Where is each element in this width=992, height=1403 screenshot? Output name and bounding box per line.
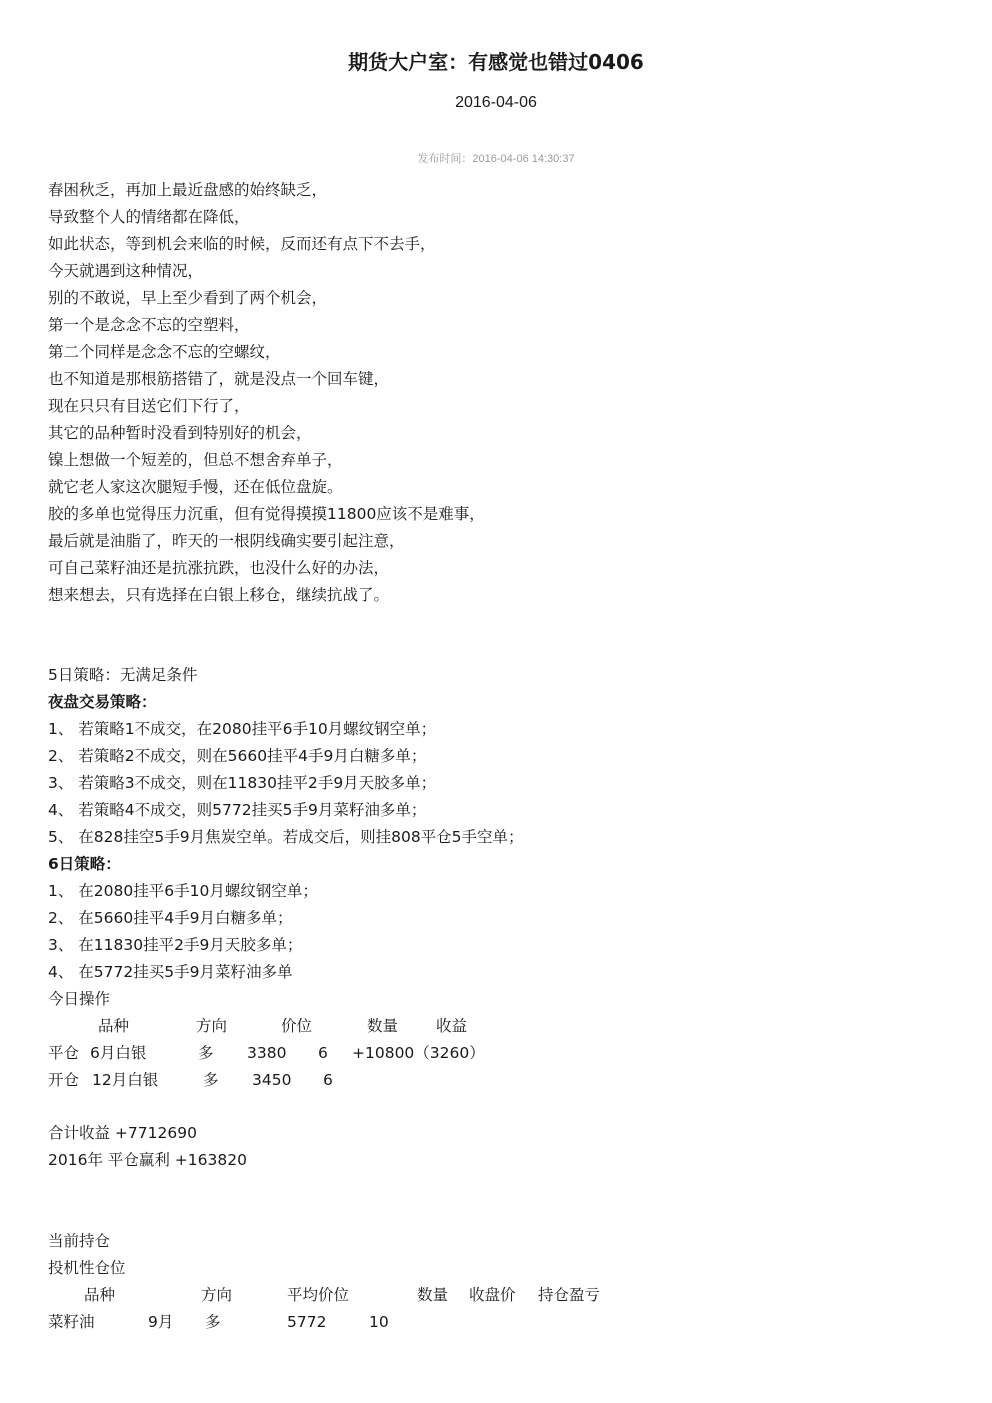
strategy-5-line: 5日策略：无满足条件: [48, 666, 198, 684]
page-title: 期货大户室：有感觉也错过0406: [348, 50, 644, 74]
day6-strategy-item: 1、 在2080挂平6手10月螺纹钢空单；: [48, 882, 318, 900]
table-header: 价位: [281, 1017, 313, 1035]
night-strategy-item: 3、 若策略3不成交，则在11830挂平2手9月天胶多单；: [48, 774, 437, 792]
table-cell: 多: [203, 1071, 219, 1089]
table-cell: 6月白银: [90, 1044, 147, 1062]
table-cell: 5772: [287, 1313, 327, 1331]
body-line: 也不知道是那根筋搭错了，就是没点一个回车键，: [48, 370, 390, 388]
table-header: 持仓盈亏: [538, 1286, 601, 1304]
table-cell: 6: [318, 1044, 328, 1062]
body-line: 第二个同样是念念不忘的空螺纹，: [48, 343, 281, 361]
body-line: 可自己菜籽油还是抗涨抗跌，也没什么好的办法，: [48, 559, 390, 577]
positions-heading: 当前持仓: [48, 1232, 111, 1250]
night-strategy-heading: 夜盘交易策略：: [48, 693, 157, 711]
table-header: 方向: [196, 1017, 228, 1035]
article-date: 2016-04-06: [455, 94, 537, 111]
body-line: 第一个是念念不忘的空塑料，: [48, 316, 250, 334]
table-cell: 3380: [247, 1044, 287, 1062]
table-cell: 3450: [252, 1071, 292, 1089]
table-cell: 多: [205, 1313, 221, 1331]
table-cell: +10800（3260）: [352, 1044, 485, 1062]
table-header: 数量: [367, 1017, 399, 1035]
table-cell: 6: [323, 1071, 333, 1089]
year-profit: 2016年 平仓赢利 +163820: [48, 1151, 247, 1169]
body-line: 导致整个人的情绪都在降低，: [48, 208, 250, 226]
body-line: 想来想去，只有选择在白银上移仓，继续抗战了。: [48, 586, 390, 604]
body-line: 最后就是油脂了，昨天的一根阴线确实要引起注意，: [48, 532, 405, 550]
table-cell: 12月白银: [92, 1071, 159, 1089]
table-cell: 开仓: [48, 1071, 80, 1089]
positions-subheading: 投机性仓位: [48, 1259, 126, 1277]
body-line: 镍上想做一个短差的，但总不想舍弃单子，: [48, 451, 343, 469]
body-line: 其它的品种暂时没看到特别好的机会，: [48, 424, 312, 442]
day6-strategy-item: 3、 在11830挂平2手9月天胶多单；: [48, 936, 303, 954]
body-line: 现在只只有目送它们下行了，: [48, 397, 250, 415]
body-line: 春困秋乏，再加上最近盘感的始终缺乏，: [48, 181, 328, 199]
table-header: 平均价位: [287, 1286, 350, 1304]
body-line: 就它老人家这次腿短手慢，还在低位盘旋。: [48, 478, 343, 496]
table-header: 收益: [436, 1017, 468, 1035]
today-ops-heading: 今日操作: [48, 990, 111, 1008]
body-line: 今天就遇到这种情况，: [48, 262, 204, 280]
day6-strategy-item: 4、 在5772挂买5手9月菜籽油多单: [48, 963, 293, 981]
table-cell: 多: [198, 1044, 214, 1062]
day6-strategy-heading: 6日策略：: [48, 855, 121, 873]
table-cell: 菜籽油: [48, 1313, 95, 1331]
table-cell: 平仓: [48, 1044, 80, 1062]
night-strategy-item: 2、 若策略2不成交，则在5660挂平4手9月白糖多单；: [48, 747, 427, 765]
table-header: 收盘价: [469, 1286, 516, 1304]
table-header: 品种: [84, 1286, 116, 1304]
table-header: 品种: [98, 1017, 130, 1035]
night-strategy-item: 4、 若策略4不成交，则5772挂买5手9月菜籽油多单；: [48, 801, 427, 819]
table-header: 数量: [417, 1286, 449, 1304]
body-line: 别的不敢说，早上至少看到了两个机会，: [48, 289, 328, 307]
table-cell: 9月: [148, 1313, 174, 1331]
total-profit: 合计收益 +7712690: [48, 1124, 197, 1142]
body-line: 胶的多单也觉得压力沉重，但有觉得摸摸11800应该不是难事，: [48, 505, 485, 523]
day6-strategy-item: 2、 在5660挂平4手9月白糖多单；: [48, 909, 293, 927]
night-strategy-item: 1、 若策略1不成交，在2080挂平6手10月螺纹钢空单；: [48, 720, 437, 738]
night-strategy-item: 5、 在828挂空5手9月焦炭空单。若成交后，则挂808平仓5手空单；: [48, 828, 524, 846]
table-cell: 10: [369, 1313, 389, 1331]
publish-time: 发布时间：2016-04-06 14:30:37: [417, 153, 575, 165]
table-header: 方向: [201, 1286, 233, 1304]
body-line: 如此状态，等到机会来临的时候，反而还有点下不去手，: [48, 235, 436, 253]
